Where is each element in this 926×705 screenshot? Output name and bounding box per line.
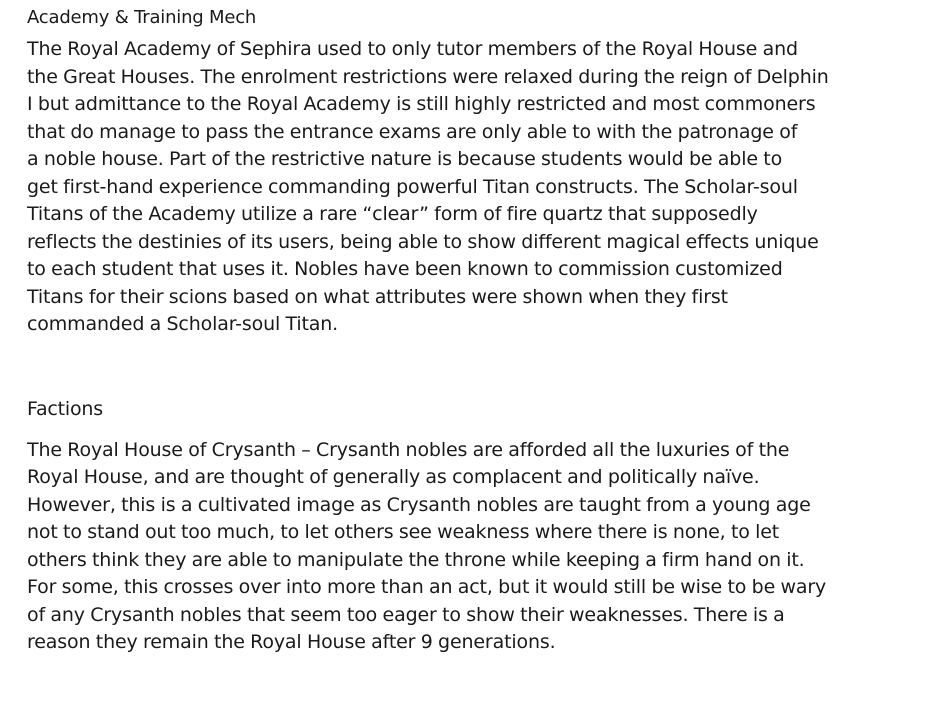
text-line: I but admittance to the Royal Academy is still highly restricted and most commoners: [27, 93, 816, 115]
text-line: others think they are able to manipulate the throne while keeping a firm hand on it.: [27, 548, 805, 571]
document-page: [27, 0, 889, 657]
section-paragraph-factions: [27, 437, 889, 657]
section-paragraph-academy: [27, 36, 889, 339]
text-line: reflects the destinies of its users, being able to show different magical effects unique: [27, 230, 819, 253]
text-line: reason they remain the Royal House after 9 generations.: [27, 631, 556, 653]
text-line: get first-hand experience commanding powerful Titan constructs. The Scholar-soul: [27, 175, 798, 198]
text-line: to each student that uses it. Nobles have been known to commission customized: [27, 258, 783, 280]
text-line: a noble house. Part of the restrictive nature is because students would be able to: [27, 148, 783, 170]
text-line: The Royal House of Crysanth – Crysanth nobles are afforded all the luxuries of the: [27, 438, 790, 461]
section-heading-factions: Factions: [27, 397, 103, 420]
text-line: However, this is a cultivated image as Crysanth nobles are taught from a young age: [27, 493, 811, 516]
text-line: For some, this crosses over into more than an act, but it would still be wise to be wary: [27, 576, 827, 598]
text-line: that do manage to pass the entrance exams are only able to with the patronage of: [27, 120, 798, 143]
text-line: Royal House, and are thought of generally as complacent and politically naïve.: [27, 466, 760, 488]
text-line: the Great Houses. The enrolment restrictions were relaxed during the reign of Delphin: [27, 65, 829, 88]
text-line: not to stand out too much, to let others see weakness where there is none, to let: [27, 521, 780, 543]
text-line: Titans of the Academy utilize a rare “clear” form of fire quartz that supposedly: [27, 203, 758, 225]
text-line: The Royal Academy of Sephira used to only tutor members of the Royal House and: [27, 38, 798, 60]
section-heading-academy: Academy & Training Mech: [27, 7, 257, 28]
text-line: Titans for their scions based on what attributes were shown when they first: [27, 285, 728, 308]
text-line: commanded a Scholar-soul Titan.: [27, 313, 339, 335]
text-line: of any Crysanth nobles that seem too eager to show their weaknesses. There is a: [27, 603, 785, 626]
